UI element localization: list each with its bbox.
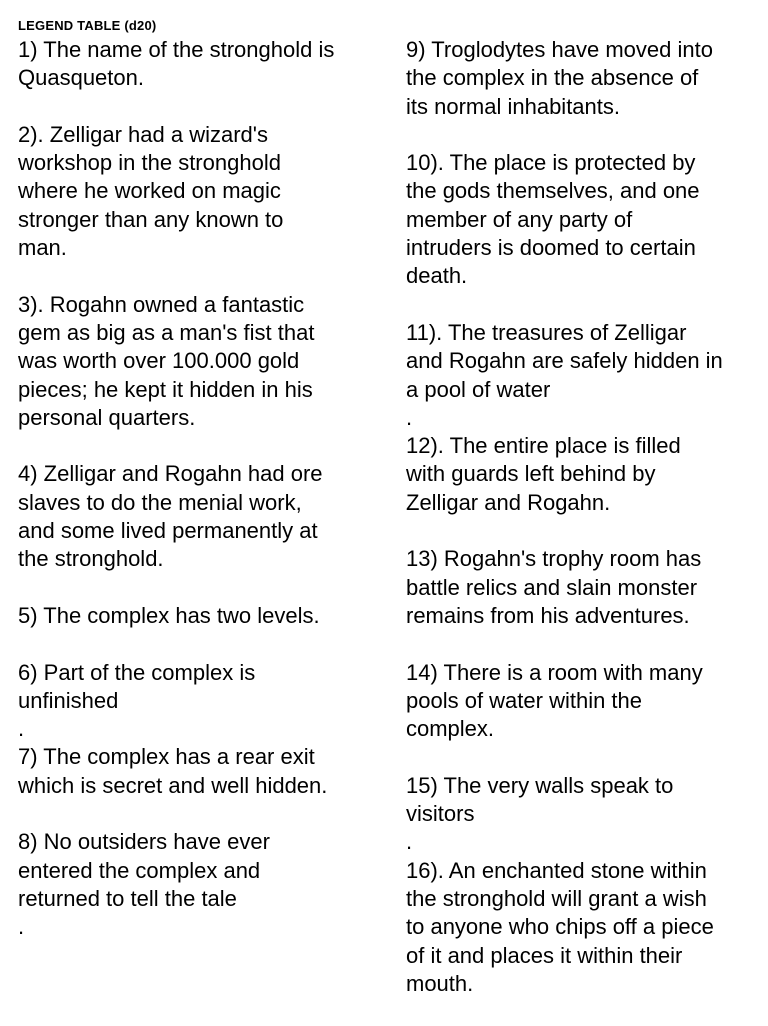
legend-entry: 6) Part of the complex is unfinished <box>18 659 256 713</box>
legend-entry: 7) The complex has a rear exit which is secret and well hidden. <box>18 744 328 798</box>
legend-entry: 2). Zelligar had a wizard's workshop in the stronghold where he worked on magic stronger than any known to man. <box>18 121 284 261</box>
legend-entry: 8) No outsiders have ever entered the complex and returned to tell the tale <box>18 829 270 911</box>
entry-trailing-period: . <box>18 914 25 940</box>
legend-entry: 9) Troglodytes have moved into the complex in the absence of its normal inhabitants. <box>406 37 713 119</box>
legend-entry: 16). An enchanted stone within the stronghold will grant a wish to anyone who chips off a piece of it and places it within their mouth. <box>406 857 714 996</box>
legend-entry: 3). Rogahn owned a fantastic gem as big as a man's fist that was worth over 100.000 gold pieces; he kept it hidden in his personal quarters. <box>18 291 315 430</box>
entry-trailing-period: . <box>406 404 413 430</box>
legend-entry: 12). The entire place is filled with guards left behind by Zelligar and Rogahn. <box>406 433 681 515</box>
legend-entry: 4) Zelligar and Rogahn had ore slaves to do the menial work, and some lived permanently at the stronghold. <box>18 461 323 572</box>
legend-entry: 15) The very walls speak to visitors <box>406 772 674 827</box>
legend-entry: 13) Rogahn's trophy room has battle relics and slain monster remains from his adventures. <box>406 546 702 628</box>
legend-column-left <box>18 36 388 942</box>
legend-column-right <box>406 36 758 1026</box>
legend-entry: 14) There is a room with many pools of water within the complex. <box>406 659 703 742</box>
page-title: LEGEND TABLE (d20) <box>18 18 157 33</box>
entry-trailing-period: . <box>18 716 25 742</box>
legend-entry: 5) The complex has two levels. <box>18 602 320 628</box>
legend-entry: 11). The treasures of Zelligar and Rogahn are safely hidden in a pool of water <box>406 319 723 402</box>
entry-trailing-period: . <box>406 829 413 855</box>
legend-entry: 10). The place is protected by the gods themselves, and one member of any party of intruders is doomed to certain death. <box>406 150 700 289</box>
legend-entry: 1) The name of the stronghold is Quasqueton. <box>18 37 335 91</box>
